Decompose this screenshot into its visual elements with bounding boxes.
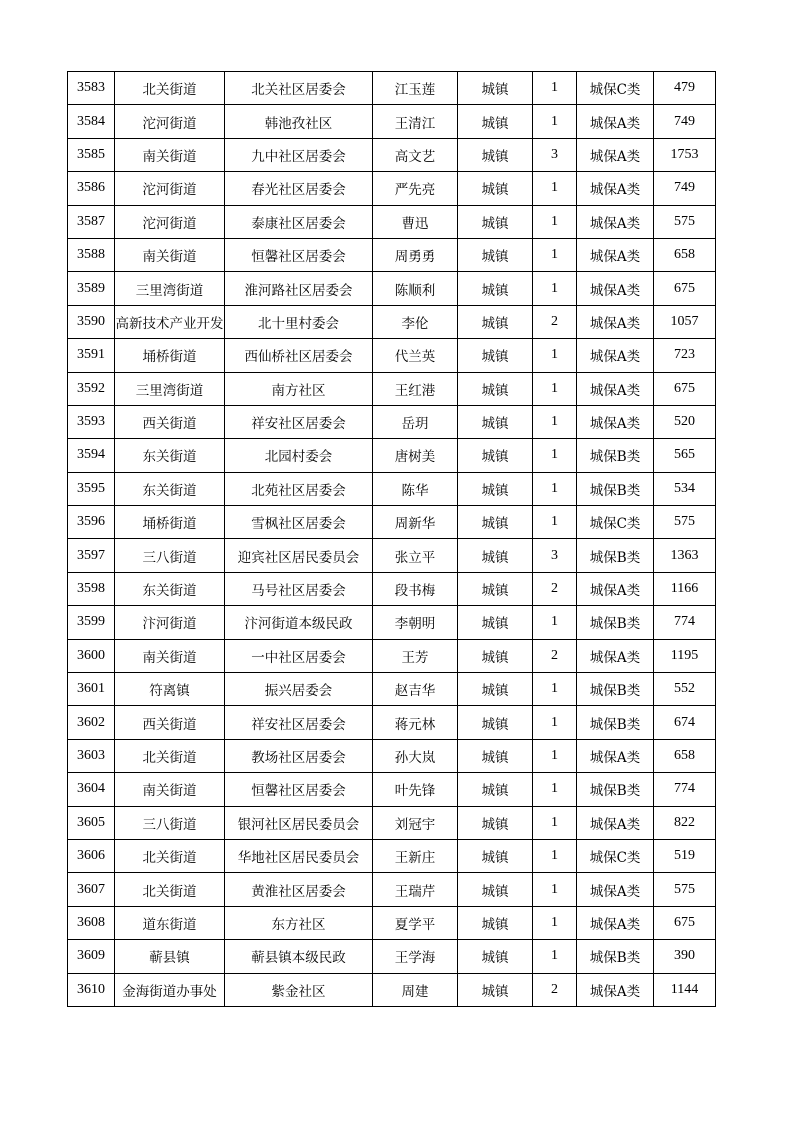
- name-cell: 蒋元林: [373, 706, 458, 739]
- community-cell: 北苑社区居委会: [225, 472, 373, 505]
- household-size-cell: 1: [533, 405, 577, 438]
- table-row: [68, 506, 716, 539]
- household-size-cell: 1: [533, 339, 577, 372]
- record-id-cell: 3609: [68, 940, 115, 973]
- record-id-cell: 3601: [68, 673, 115, 706]
- area-type-cell: 城镇: [458, 539, 533, 572]
- name-cell: 王芳: [373, 639, 458, 672]
- area-type-cell: 城镇: [458, 839, 533, 872]
- record-id-cell: 3590: [68, 305, 115, 338]
- amount-cell: 1166: [654, 572, 716, 605]
- name-cell: 陈华: [373, 472, 458, 505]
- community-cell: 教场社区居委会: [225, 739, 373, 772]
- household-size-cell: 1: [533, 839, 577, 872]
- assistance-category-cell: 城保A类: [577, 205, 654, 238]
- name-cell: 赵吉华: [373, 673, 458, 706]
- amount-cell: 390: [654, 940, 716, 973]
- community-cell: 振兴居委会: [225, 673, 373, 706]
- amount-cell: 674: [654, 706, 716, 739]
- street-cell: 三八街道: [115, 539, 225, 572]
- household-size-cell: 1: [533, 906, 577, 939]
- street-cell: 金海街道办事处: [115, 973, 225, 1006]
- table-row: [68, 405, 716, 438]
- area-type-cell: 城镇: [458, 906, 533, 939]
- assistance-category-cell: 城保B类: [577, 673, 654, 706]
- amount-cell: 552: [654, 673, 716, 706]
- assistance-category-cell: 城保A类: [577, 172, 654, 205]
- table-row: [68, 539, 716, 572]
- household-size-cell: 1: [533, 706, 577, 739]
- name-cell: 段书梅: [373, 572, 458, 605]
- community-cell: 银河社区居民委员会: [225, 806, 373, 839]
- name-cell: 高文艺: [373, 138, 458, 171]
- records-table: [67, 71, 716, 1007]
- table-row: [68, 272, 716, 305]
- assistance-category-cell: 城保B类: [577, 539, 654, 572]
- assistance-category-cell: 城保B类: [577, 472, 654, 505]
- area-type-cell: 城镇: [458, 238, 533, 271]
- table-row: [68, 105, 716, 138]
- community-cell: 紫金社区: [225, 973, 373, 1006]
- street-cell: 东关街道: [115, 572, 225, 605]
- table-row: [68, 172, 716, 205]
- household-size-cell: 2: [533, 572, 577, 605]
- community-cell: 北关社区居委会: [225, 72, 373, 105]
- area-type-cell: 城镇: [458, 172, 533, 205]
- record-id-cell: 3595: [68, 472, 115, 505]
- community-cell: 祥安社区居委会: [225, 706, 373, 739]
- amount-cell: 1195: [654, 639, 716, 672]
- community-cell: 黄淮社区居委会: [225, 873, 373, 906]
- name-cell: 王新庄: [373, 839, 458, 872]
- area-type-cell: 城镇: [458, 272, 533, 305]
- amount-cell: 658: [654, 739, 716, 772]
- street-cell: 东关街道: [115, 439, 225, 472]
- amount-cell: 675: [654, 272, 716, 305]
- record-id-cell: 3598: [68, 572, 115, 605]
- assistance-category-cell: 城保A类: [577, 105, 654, 138]
- street-cell: 沱河街道: [115, 172, 225, 205]
- amount-cell: 774: [654, 773, 716, 806]
- table-row: [68, 372, 716, 405]
- name-cell: 夏学平: [373, 906, 458, 939]
- household-size-cell: 1: [533, 739, 577, 772]
- amount-cell: 575: [654, 873, 716, 906]
- household-size-cell: 1: [533, 940, 577, 973]
- table-row: [68, 873, 716, 906]
- community-cell: 恒馨社区居委会: [225, 238, 373, 271]
- record-id-cell: 3603: [68, 739, 115, 772]
- assistance-category-cell: 城保A类: [577, 238, 654, 271]
- area-type-cell: 城镇: [458, 973, 533, 1006]
- name-cell: 唐树美: [373, 439, 458, 472]
- assistance-category-cell: 城保C类: [577, 72, 654, 105]
- assistance-category-cell: 城保B类: [577, 773, 654, 806]
- area-type-cell: 城镇: [458, 706, 533, 739]
- assistance-category-cell: 城保B类: [577, 940, 654, 973]
- record-id-cell: 3607: [68, 873, 115, 906]
- name-cell: 王清江: [373, 105, 458, 138]
- record-id-cell: 3602: [68, 706, 115, 739]
- household-size-cell: 1: [533, 673, 577, 706]
- amount-cell: 675: [654, 372, 716, 405]
- street-cell: 汴河街道: [115, 606, 225, 639]
- name-cell: 周勇勇: [373, 238, 458, 271]
- area-type-cell: 城镇: [458, 572, 533, 605]
- record-id-cell: 3587: [68, 205, 115, 238]
- area-type-cell: 城镇: [458, 205, 533, 238]
- household-size-cell: 1: [533, 238, 577, 271]
- record-id-cell: 3605: [68, 806, 115, 839]
- household-size-cell: 1: [533, 873, 577, 906]
- record-id-cell: 3608: [68, 906, 115, 939]
- street-cell: 南关街道: [115, 773, 225, 806]
- name-cell: 王红港: [373, 372, 458, 405]
- community-cell: 南方社区: [225, 372, 373, 405]
- assistance-category-cell: 城保B类: [577, 606, 654, 639]
- household-size-cell: 1: [533, 172, 577, 205]
- record-id-cell: 3592: [68, 372, 115, 405]
- record-id-cell: 3604: [68, 773, 115, 806]
- area-type-cell: 城镇: [458, 773, 533, 806]
- household-size-cell: 1: [533, 606, 577, 639]
- area-type-cell: 城镇: [458, 506, 533, 539]
- area-type-cell: 城镇: [458, 405, 533, 438]
- street-cell: 符离镇: [115, 673, 225, 706]
- assistance-category-cell: 城保C类: [577, 839, 654, 872]
- amount-cell: 519: [654, 839, 716, 872]
- assistance-category-cell: 城保A类: [577, 339, 654, 372]
- area-type-cell: 城镇: [458, 105, 533, 138]
- household-size-cell: 2: [533, 639, 577, 672]
- household-size-cell: 1: [533, 506, 577, 539]
- assistance-category-cell: 城保A类: [577, 272, 654, 305]
- community-cell: 韩池孜社区: [225, 105, 373, 138]
- street-cell: 沱河街道: [115, 205, 225, 238]
- name-cell: 周建: [373, 973, 458, 1006]
- record-id-cell: 3606: [68, 839, 115, 872]
- name-cell: 李伦: [373, 305, 458, 338]
- community-cell: 北园村委会: [225, 439, 373, 472]
- record-id-cell: 3610: [68, 973, 115, 1006]
- record-id-cell: 3586: [68, 172, 115, 205]
- street-cell: 西关街道: [115, 405, 225, 438]
- household-size-cell: 3: [533, 539, 577, 572]
- assistance-category-cell: 城保B类: [577, 706, 654, 739]
- amount-cell: 575: [654, 506, 716, 539]
- street-cell: 北关街道: [115, 739, 225, 772]
- household-size-cell: 1: [533, 205, 577, 238]
- table-row: [68, 973, 716, 1006]
- area-type-cell: 城镇: [458, 806, 533, 839]
- record-id-cell: 3599: [68, 606, 115, 639]
- community-cell: 淮河路社区居委会: [225, 272, 373, 305]
- street-cell: 南关街道: [115, 639, 225, 672]
- street-cell: 南关街道: [115, 238, 225, 271]
- table-row: [68, 940, 716, 973]
- record-id-cell: 3593: [68, 405, 115, 438]
- household-size-cell: 3: [533, 138, 577, 171]
- household-size-cell: 1: [533, 806, 577, 839]
- household-size-cell: 1: [533, 372, 577, 405]
- area-type-cell: 城镇: [458, 138, 533, 171]
- assistance-category-cell: 城保A类: [577, 873, 654, 906]
- table-row: [68, 305, 716, 338]
- assistance-category-cell: 城保A类: [577, 739, 654, 772]
- household-size-cell: 2: [533, 973, 577, 1006]
- area-type-cell: 城镇: [458, 439, 533, 472]
- table-row: [68, 739, 716, 772]
- amount-cell: 520: [654, 405, 716, 438]
- amount-cell: 749: [654, 172, 716, 205]
- street-cell: 西关街道: [115, 706, 225, 739]
- amount-cell: 565: [654, 439, 716, 472]
- record-id-cell: 3585: [68, 138, 115, 171]
- area-type-cell: 城镇: [458, 739, 533, 772]
- record-id-cell: 3589: [68, 272, 115, 305]
- household-size-cell: 1: [533, 72, 577, 105]
- household-size-cell: 1: [533, 272, 577, 305]
- name-cell: 周新华: [373, 506, 458, 539]
- area-type-cell: 城镇: [458, 673, 533, 706]
- amount-cell: 575: [654, 205, 716, 238]
- area-type-cell: 城镇: [458, 606, 533, 639]
- amount-cell: 534: [654, 472, 716, 505]
- area-type-cell: 城镇: [458, 305, 533, 338]
- assistance-category-cell: 城保C类: [577, 506, 654, 539]
- table-row: [68, 906, 716, 939]
- table-row: [68, 673, 716, 706]
- name-cell: 张立平: [373, 539, 458, 572]
- street-cell: 北关街道: [115, 72, 225, 105]
- table-row: [68, 205, 716, 238]
- amount-cell: 1753: [654, 138, 716, 171]
- community-cell: 泰康社区居委会: [225, 205, 373, 238]
- assistance-category-cell: 城保A类: [577, 305, 654, 338]
- street-cell: 蕲县镇: [115, 940, 225, 973]
- street-cell: 北关街道: [115, 873, 225, 906]
- name-cell: 刘冠宇: [373, 806, 458, 839]
- amount-cell: 1057: [654, 305, 716, 338]
- street-cell: 三里湾街道: [115, 272, 225, 305]
- amount-cell: 774: [654, 606, 716, 639]
- table-row: [68, 238, 716, 271]
- community-cell: 雪枫社区居委会: [225, 506, 373, 539]
- assistance-category-cell: 城保A类: [577, 138, 654, 171]
- street-cell: 三八街道: [115, 806, 225, 839]
- name-cell: 江玉莲: [373, 72, 458, 105]
- area-type-cell: 城镇: [458, 339, 533, 372]
- record-id-cell: 3583: [68, 72, 115, 105]
- area-type-cell: 城镇: [458, 940, 533, 973]
- table-row: [68, 606, 716, 639]
- amount-cell: 658: [654, 238, 716, 271]
- records-table-body: [68, 72, 716, 1007]
- community-cell: 华地社区居民委员会: [225, 839, 373, 872]
- name-cell: 王瑞芹: [373, 873, 458, 906]
- assistance-category-cell: 城保A类: [577, 639, 654, 672]
- record-id-cell: 3600: [68, 639, 115, 672]
- amount-cell: 749: [654, 105, 716, 138]
- record-id-cell: 3591: [68, 339, 115, 372]
- name-cell: 严先亮: [373, 172, 458, 205]
- street-cell: 高新技术产业开发: [115, 305, 225, 338]
- household-size-cell: 1: [533, 472, 577, 505]
- amount-cell: 1363: [654, 539, 716, 572]
- community-cell: 春光社区居委会: [225, 172, 373, 205]
- table-row: [68, 839, 716, 872]
- household-size-cell: 1: [533, 773, 577, 806]
- community-cell: 祥安社区居委会: [225, 405, 373, 438]
- table-row: [68, 706, 716, 739]
- community-cell: 东方社区: [225, 906, 373, 939]
- street-cell: 道东街道: [115, 906, 225, 939]
- record-id-cell: 3597: [68, 539, 115, 572]
- name-cell: 曹迅: [373, 205, 458, 238]
- amount-cell: 1144: [654, 973, 716, 1006]
- area-type-cell: 城镇: [458, 72, 533, 105]
- amount-cell: 675: [654, 906, 716, 939]
- record-id-cell: 3594: [68, 439, 115, 472]
- record-id-cell: 3588: [68, 238, 115, 271]
- area-type-cell: 城镇: [458, 639, 533, 672]
- assistance-category-cell: 城保A类: [577, 806, 654, 839]
- name-cell: 代兰英: [373, 339, 458, 372]
- table-row: [68, 472, 716, 505]
- community-cell: 西仙桥社区居委会: [225, 339, 373, 372]
- name-cell: 岳玥: [373, 405, 458, 438]
- street-cell: 沱河街道: [115, 105, 225, 138]
- household-size-cell: 1: [533, 439, 577, 472]
- community-cell: 马号社区居委会: [225, 572, 373, 605]
- community-cell: 北十里村委会: [225, 305, 373, 338]
- assistance-category-cell: 城保A类: [577, 405, 654, 438]
- area-type-cell: 城镇: [458, 372, 533, 405]
- table-row: [68, 773, 716, 806]
- community-cell: 蕲县镇本级民政: [225, 940, 373, 973]
- table-row: [68, 806, 716, 839]
- community-cell: 九中社区居委会: [225, 138, 373, 171]
- table-row: [68, 138, 716, 171]
- name-cell: 陈顺利: [373, 272, 458, 305]
- table-row: [68, 439, 716, 472]
- record-id-cell: 3596: [68, 506, 115, 539]
- table-row: [68, 639, 716, 672]
- assistance-category-cell: 城保A类: [577, 906, 654, 939]
- community-cell: 恒馨社区居委会: [225, 773, 373, 806]
- street-cell: 南关街道: [115, 138, 225, 171]
- table-row: [68, 572, 716, 605]
- community-cell: 迎宾社区居民委员会: [225, 539, 373, 572]
- street-cell: 东关街道: [115, 472, 225, 505]
- amount-cell: 723: [654, 339, 716, 372]
- street-cell: 埇桥街道: [115, 506, 225, 539]
- area-type-cell: 城镇: [458, 472, 533, 505]
- household-size-cell: 2: [533, 305, 577, 338]
- assistance-category-cell: 城保A类: [577, 572, 654, 605]
- name-cell: 王学海: [373, 940, 458, 973]
- assistance-category-cell: 城保A类: [577, 372, 654, 405]
- name-cell: 孙大岚: [373, 739, 458, 772]
- household-size-cell: 1: [533, 105, 577, 138]
- name-cell: 叶先锋: [373, 773, 458, 806]
- table-row: [68, 72, 716, 105]
- street-cell: 北关街道: [115, 839, 225, 872]
- area-type-cell: 城镇: [458, 873, 533, 906]
- amount-cell: 479: [654, 72, 716, 105]
- amount-cell: 822: [654, 806, 716, 839]
- assistance-category-cell: 城保B类: [577, 439, 654, 472]
- street-cell: 埇桥街道: [115, 339, 225, 372]
- street-cell: 三里湾街道: [115, 372, 225, 405]
- name-cell: 李朝明: [373, 606, 458, 639]
- table-row: [68, 339, 716, 372]
- community-cell: 一中社区居委会: [225, 639, 373, 672]
- record-id-cell: 3584: [68, 105, 115, 138]
- assistance-category-cell: 城保A类: [577, 973, 654, 1006]
- community-cell: 汴河街道本级民政: [225, 606, 373, 639]
